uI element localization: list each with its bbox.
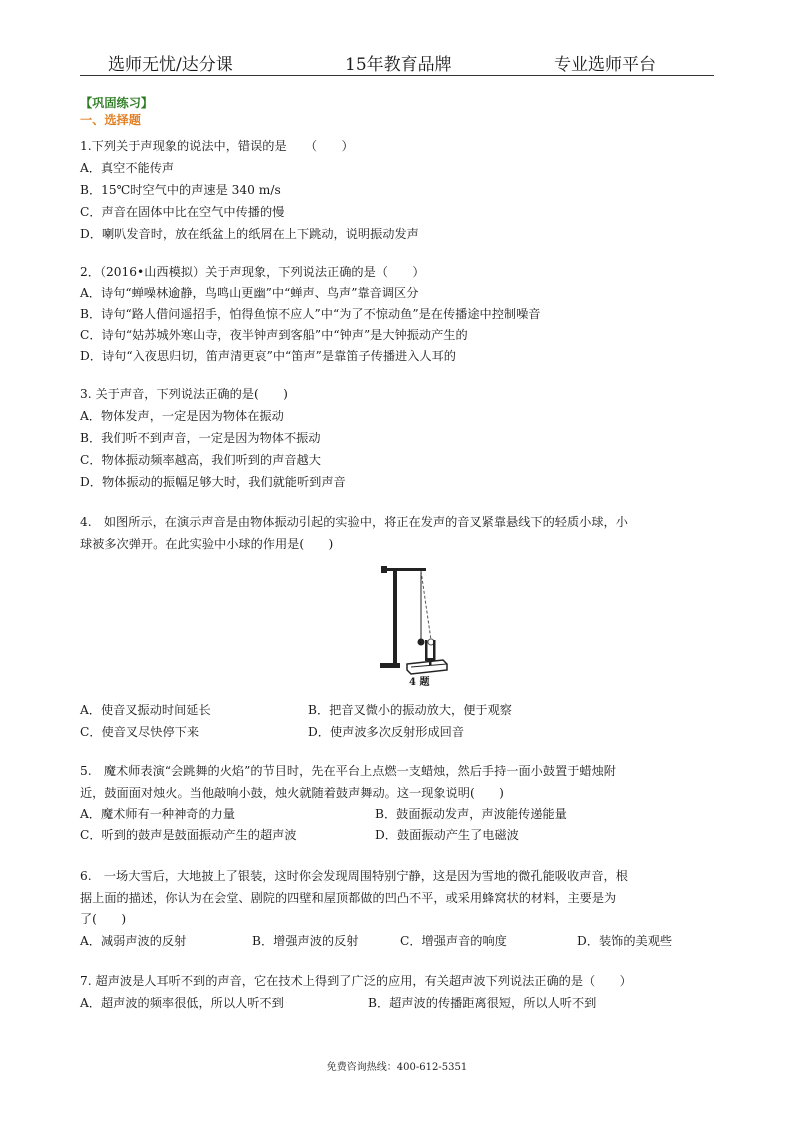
question-6-line-2: 据上面的描述，你认为在会堂、剧院的四壁和屋顶都做的凹凸不平，或采用蜂窝状的材料，主要是为 xyxy=(80,891,617,905)
section-title: 一、选择题 xyxy=(80,113,141,127)
q3-option-b: B．我们听不到声音，一定是因为物体不振动 xyxy=(80,431,321,445)
question-3: 3. 关于声音，下列说法正确的是( ) xyxy=(80,387,288,401)
q4-option-a: A．使音叉振动时间延长 xyxy=(80,703,211,717)
footer-hotline: 免费咨询热线：400-612-5351 xyxy=(326,1062,468,1073)
question-4-line-1: 4. 如图所示，在演示声音是由物体振动引起的实验中，将正在发声的音叉紧靠悬线下的轻质小球，小 xyxy=(80,515,628,529)
q5-option-b: B．鼓面振动发声，声波能传递能量 xyxy=(375,807,567,821)
question-1: 1.下列关于声现象的说法中，错误的是 （ ） xyxy=(80,139,354,153)
q2-option-c: C．诗句“姑苏城外寒山寺，夜半钟声到客船”中“钟声”是大钟振动产生的 xyxy=(80,328,468,342)
q3-option-d: D．物体振动的振幅足够大时，我们就能听到声音 xyxy=(80,475,346,489)
q4-option-d: D．使声波多次反射形成回音 xyxy=(308,725,465,739)
section-tag: 【巩固练习】 xyxy=(80,96,154,110)
header-right: 专业选师平台 xyxy=(554,55,656,75)
q6-option-a: A．减弱声波的反射 xyxy=(80,934,187,948)
q3-option-c: C．物体振动频率越高，我们听到的声音越大 xyxy=(80,453,321,467)
q6-option-c: C．增强声音的响度 xyxy=(400,934,507,948)
q2-option-a: A．诗句“蝉噪林逾静，鸟鸣山更幽”中“蝉声、鸟声”靠音调区分 xyxy=(80,286,419,300)
header-left: 选师无忧/达分课 xyxy=(108,55,233,75)
question-7: 7. 超声波是人耳听不到的声音，它在技术上得到了广泛的应用，有关超声波下列说法正确的是（ ） xyxy=(80,974,632,988)
q7-option-a: A．超声波的频率很低，所以人听不到 xyxy=(80,996,284,1010)
figure-caption: 4 题 xyxy=(409,677,430,688)
tuning-fork-apparatus-icon xyxy=(375,560,455,685)
q2-option-b: B．诗句“路人借问遥招手，怕得鱼惊不应人”中“为了不惊动鱼”是在传播途中控制噪音 xyxy=(80,307,541,321)
q1-option-d: D．喇叭发音时，放在纸盆上的纸屑在上下跳动，说明振动发声 xyxy=(80,227,419,241)
question-6-line-1: 6. 一场大雪后，大地披上了银装，这时你会发现周围特别宁静，这是因为雪地的微孔能吸收声音，根 xyxy=(80,869,628,883)
page-header xyxy=(80,48,714,76)
question-6-line-3: 了( ) xyxy=(80,912,127,926)
q1-option-b: B．15℃时空气中的声速是 340 m/s xyxy=(80,183,281,197)
question-5-line-1: 5. 魔术师表演“会跳舞的火焰”的节目时，先在平台上点燃一支蜡烛，然后手持一面小鼓置于蜡烛附 xyxy=(80,764,616,778)
q6-option-d: D．装饰的美观些 xyxy=(577,934,673,948)
q2-option-d: D．诗句“入夜思归切，笛声清更哀”中“笛声”是靠笛子传播进入人耳的 xyxy=(80,349,456,363)
q4-option-b: B．把音叉微小的振动放大，便于观察 xyxy=(308,703,512,717)
question-2: 2．（2016•山西模拟）关于声现象，下列说法正确的是（ ） xyxy=(80,265,425,279)
header-center: 15年教育品牌 xyxy=(345,55,452,75)
q1-option-c: C．声音在固体中比在空气中传播的慢 xyxy=(80,205,285,219)
question-5-line-2: 近，鼓面面对烛火。当他敲响小鼓，烛火就随着鼓声舞动。这一现象说明( ) xyxy=(80,786,504,800)
q5-option-d: D．鼓面振动产生了电磁波 xyxy=(375,828,519,842)
q6-option-b: B．增强声波的反射 xyxy=(252,934,359,948)
q5-option-a: A．魔术师有一种神奇的力量 xyxy=(80,807,236,821)
q3-option-a: A．物体发声，一定是因为物体在振动 xyxy=(80,409,284,423)
q7-option-b: B．超声波的传播距离很短，所以人听不到 xyxy=(368,996,597,1010)
q1-option-a: A．真空不能传声 xyxy=(80,161,175,175)
question-4-line-2: 球被多次弹开。在此实验中小球的作用是( ) xyxy=(80,537,334,551)
q5-option-c: C．听到的鼓声是鼓面振动产生的超声波 xyxy=(80,828,297,842)
q4-option-c: C．使音叉尽快停下来 xyxy=(80,725,200,739)
tuning-fork-experiment-figure xyxy=(375,560,455,688)
